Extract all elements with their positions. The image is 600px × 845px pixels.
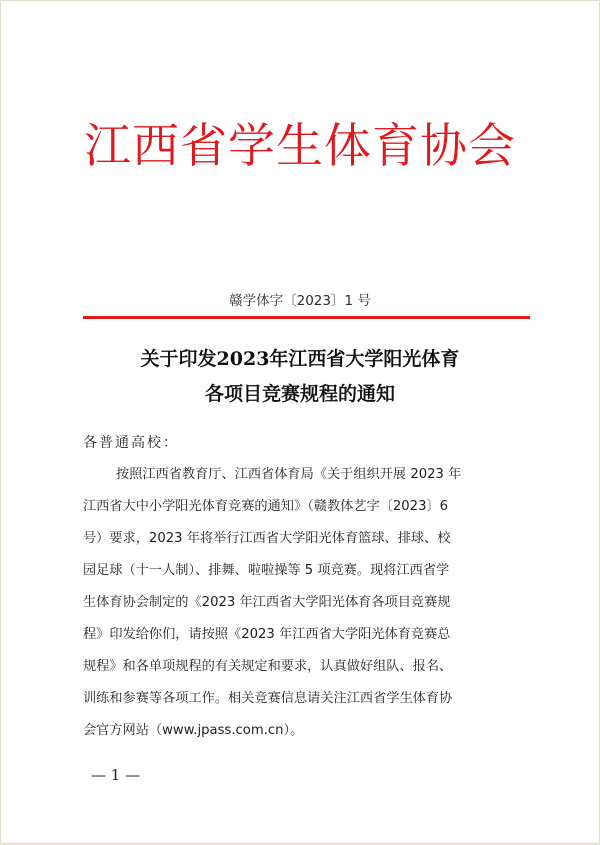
notice-title-line-2: 各项目竞赛规程的通知 (204, 383, 395, 405)
body-line: 训练和参赛等各项工作。相关竞赛信息请关注江西省学生体育协 (83, 691, 453, 706)
page-number: — 1 — (91, 766, 141, 784)
body-line: 江西省大中小学阳光体育竞赛的通知》（赣教体艺字〔2023〕6 (83, 499, 449, 514)
body-line: 按照江西省教育厅、江西省体育局《关于组织开展 2023 年 (116, 467, 462, 482)
organization-title: 江西省学生体育协会 (84, 119, 516, 174)
body-line: 园足球（十一人制）、排舞、啦啦操等 5 项竞赛。现将江西省学 (83, 563, 450, 578)
document-page (1, 1, 599, 843)
body-line: 号）要求，2023 年将举行江西省大学阳光体育篮球、排球、校 (83, 531, 451, 546)
notice-title-line-1: 关于印发2023年江西省大学阳光体育 (140, 348, 460, 370)
body-line: 程》印发给你们，请按照《2023 年江西省大学阳光体育竞赛总 (83, 627, 451, 642)
body-line: 会官方网站（www.jpass.com.cn）。 (83, 723, 304, 738)
body-line: 生体育协会制定的《2023 年江西省大学阳光体育各项目竞赛规 (83, 595, 451, 610)
document-number: 赣学体字〔2023〕1 号 (229, 293, 371, 309)
red-divider-line (83, 316, 530, 319)
salutation: 各普通高校： (83, 435, 179, 451)
body-line: 规程》和各单项规程的有关规定和要求，认真做好组队、报名、 (83, 659, 453, 674)
